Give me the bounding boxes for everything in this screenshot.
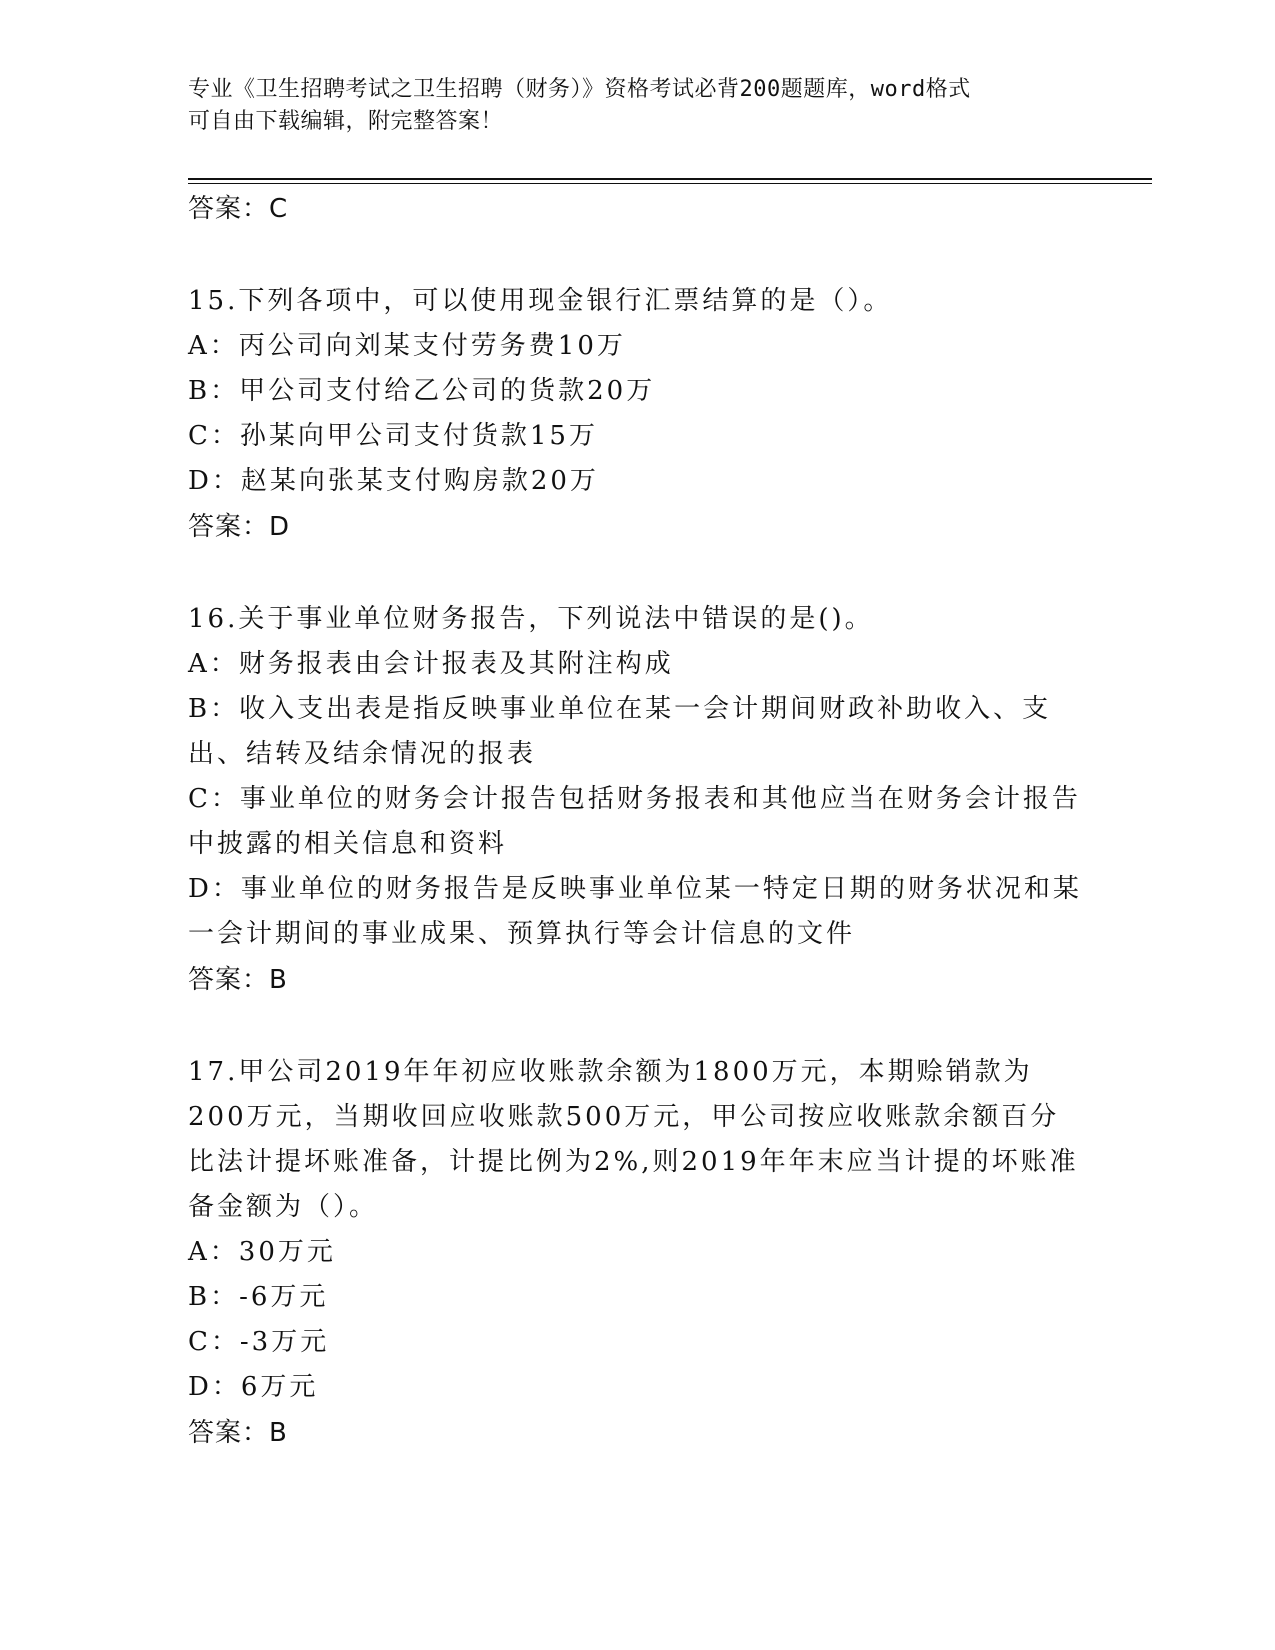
question-17 [188, 1050, 1088, 1456]
question-list [188, 186, 1088, 1456]
header-line-1: 专业《卫生招聘考试之卫生招聘（财务）》资格考试必背200题题库，word格式 [188, 77, 971, 102]
question-15 [188, 279, 1088, 550]
question-answer: 答案：D [188, 512, 291, 542]
previous-answer: 答案：C [188, 194, 289, 224]
spacer [188, 550, 1088, 597]
spacer [188, 1003, 1088, 1050]
option-b: B：-6万元 [188, 1282, 329, 1312]
option-c: C：孙某向甲公司支付货款15万 [188, 421, 598, 451]
option-d: D：6万元 [188, 1372, 319, 1402]
option-d: D：事业单位的财务报告是反映事业单位某一特定日期的财务状况和某一会计期间的事业成果、预算执行等会计信息的文件 [188, 874, 1082, 949]
option-a: A：丙公司向刘某支付劳务费10万 [188, 331, 626, 361]
header-rule-thick [188, 178, 1152, 180]
option-c: C：-3万元 [188, 1327, 330, 1357]
question-stem: 15.下列各项中，可以使用现金银行汇票结算的是（）。 [188, 286, 893, 316]
question-stem: 16.关于事业单位财务报告，下列说法中错误的是()。 [188, 604, 874, 634]
question-stem: 17.甲公司2019年年初应收账款余额为1800万元，本期赊销款为200万元，当期收回应收账款500万元，甲公司按应收账款余额百分比法计提坏账准备，计提比例为2%,则2019年年末应当计提的坏账准备金额为（）。 [188, 1057, 1079, 1222]
option-b: B：甲公司支付给乙公司的货款20万 [188, 376, 656, 406]
option-d: D：赵某向张某支付购房款20万 [188, 466, 599, 496]
question-16 [188, 597, 1088, 1003]
document-header [188, 74, 1068, 138]
option-a: A：30万元 [188, 1237, 336, 1267]
header-rule-thin [188, 183, 1152, 184]
header-line-2: 可自由下载编辑，附完整答案！ [188, 109, 504, 134]
option-a: A：财务报表由会计报表及其附注构成 [188, 649, 674, 679]
option-b: B：收入支出表是指反映事业单位在某一会计期间财政补助收入、支出、结转及结余情况的报表 [188, 694, 1052, 769]
question-answer: 答案：B [188, 1418, 288, 1448]
spacer [188, 232, 1088, 279]
question-answer: 答案：B [188, 965, 288, 995]
option-c: C：事业单位的财务会计报告包括财务报表和其他应当在财务会计报告中披露的相关信息和资料 [188, 784, 1081, 859]
